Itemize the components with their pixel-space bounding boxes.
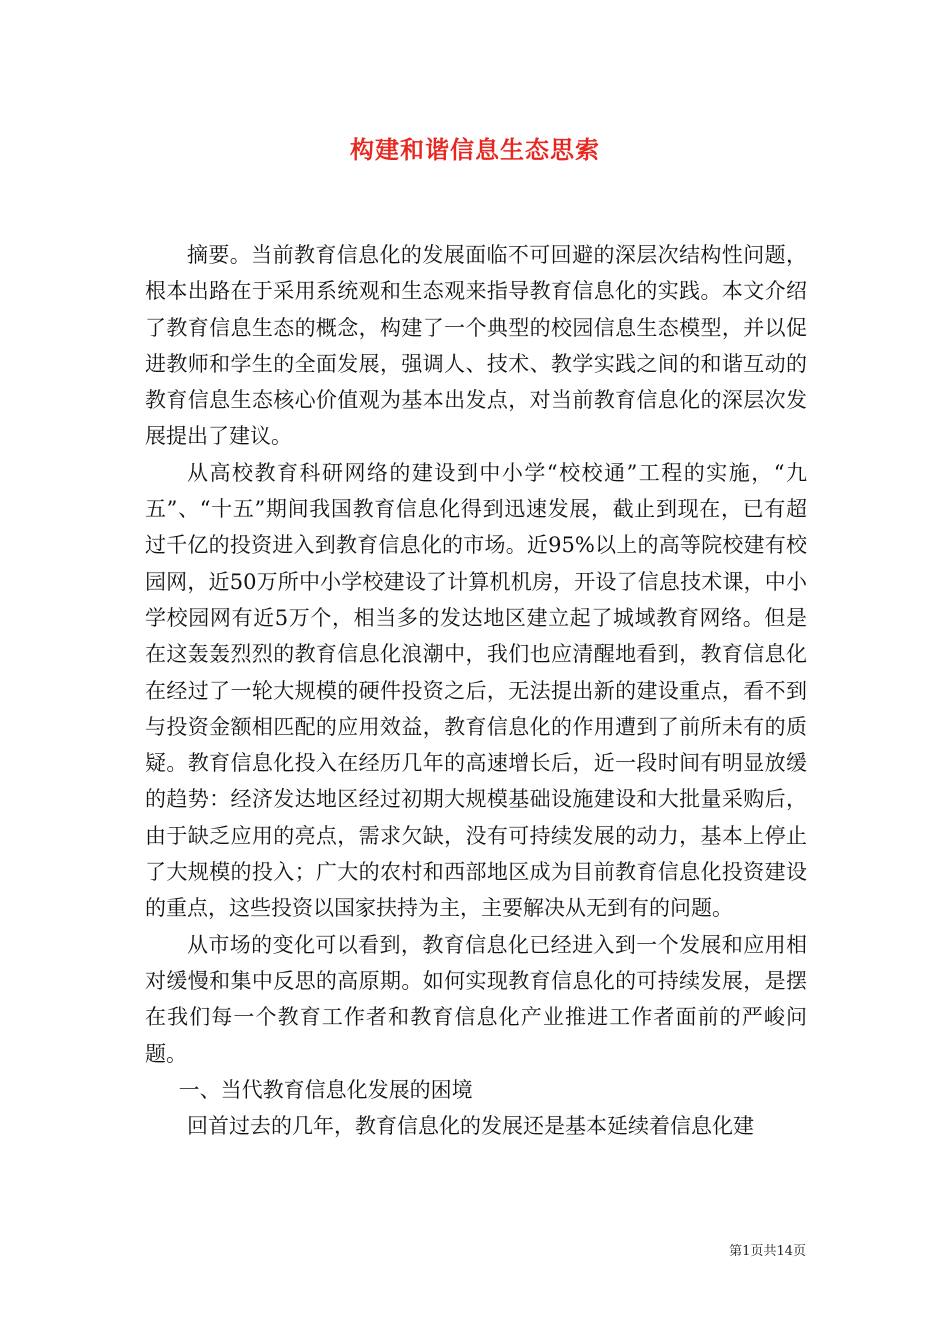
body-paragraph: 从高校教育科研网络的建设到中小学“校校通”工程的实施，“九五”、“十五”期间我国教育信息化得到迅速发展，截止到现在，已有超过千亿的投资进入到教育信息化的市场。近95%以上的高等院校建有校园网，近50万所中小学校建设了计算机机房，开设了信息技术课，中小学校园网有近5万个，相当多的发达地区建立起了城域教育网络。但是在这轰轰烈烈的教育信息化浪潮中，我们也应清醒地看到，教育信息化在经过了一轮大规模的硬件投资之后，无法提出新的建设重点，看不到与投资金额相匹配的应用效益，教育信息化的作用遭到了前所未有的质疑。教育信息化投入在经历几年的高速增长后，近一段时间有明显放缓的趋势：经济发达地区经过初期大规模基础设施建设和大批量采购后，由于缺乏应用的亮点，需求欠缺，没有可持续发展的动力，基本上停止了大规模的投入；广大的农村和西部地区成为目前教育信息化投资建设的重点，这些投资以国家扶持为主，主要解决从无到有的问题。 [145, 460, 807, 921]
document-body [145, 237, 807, 1144]
body-paragraph: 从市场的变化可以看到，教育信息化已经进入到一个发展和应用相对缓慢和集中反思的高原期。如何实现教育信息化的可持续发展，是摆在我们每一个教育工作者和教育信息化产业推进工作者面前的严峻问题。 [145, 932, 807, 1066]
document-title: 构建和谐信息生态思索 [350, 135, 600, 164]
section-heading: 一、当代教育信息化发展的困境 [178, 1077, 473, 1102]
body-paragraph: 回首过去的几年，教育信息化的发展还是基本延续着信息化建 [187, 1114, 754, 1139]
page-number-footer: 第1页共14页 [729, 1244, 806, 1259]
abstract-paragraph: 摘要。当前教育信息化的发展面临不可回避的深层次结构性问题，根本出路在于采用系统观和生态观来指导教育信息化的实践。本文介绍了教育信息生态的概念，构建了一个典型的校园信息生态模型，并以促进教师和学生的全面发展，强调人、技术、教学实践之间的和谐互动的教育信息生态核心价值观为基本出发点，对当前教育信息化的深层次发展提出了建议。 [145, 243, 807, 449]
